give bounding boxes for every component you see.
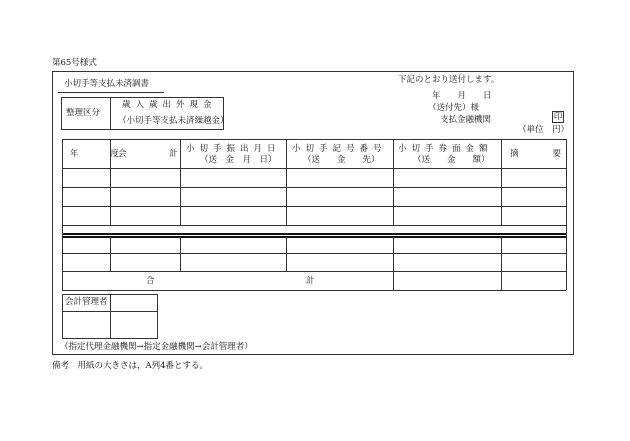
col-rule bbox=[501, 237, 502, 271]
row-rule bbox=[62, 225, 566, 226]
form-number: 第65号様式 bbox=[52, 58, 97, 68]
col-rule bbox=[286, 139, 287, 225]
manager-divider bbox=[110, 294, 111, 339]
total-label-left: 合 bbox=[146, 276, 155, 286]
sender-field[interactable]: 支払金融機関 bbox=[440, 115, 492, 125]
col-rule bbox=[393, 237, 394, 271]
date-field[interactable]: 年 月 日 bbox=[432, 91, 492, 101]
document-title: 小切手等支払未済調書 bbox=[64, 79, 150, 89]
col-rule bbox=[110, 139, 111, 225]
col-rule bbox=[501, 139, 502, 225]
seal-stamp: 印 bbox=[553, 112, 563, 122]
header-check-amount-sub: （送 金 額） bbox=[413, 155, 490, 165]
header-check-date: 小切手振出月日 bbox=[186, 144, 281, 154]
header-check-number: 小切手記号番号 bbox=[292, 144, 387, 154]
title-underline bbox=[58, 92, 164, 93]
table-bottom-rule bbox=[62, 290, 566, 291]
row-rule bbox=[62, 187, 566, 188]
col-rule bbox=[286, 237, 287, 271]
header-check-date-sub: （送 金 月 日） bbox=[200, 155, 277, 165]
total-label-right: 計 bbox=[306, 276, 315, 286]
classification-value-sub: （小切手等支払未済繰越金） bbox=[118, 116, 229, 126]
header-bottom-rule bbox=[62, 168, 566, 169]
col-rule bbox=[180, 139, 181, 225]
header-remarks: 摘 要 bbox=[510, 149, 562, 159]
separator-rule bbox=[62, 233, 566, 235]
classification-label: 整理区分 bbox=[66, 108, 101, 118]
classification-divider bbox=[110, 97, 111, 130]
classification-value-main: 歳入歳出外現金 bbox=[122, 100, 217, 110]
header-check-amount: 小切手券面金額 bbox=[398, 144, 493, 154]
row-rule bbox=[62, 253, 566, 254]
col-rule bbox=[393, 139, 394, 225]
manager-label: 会計管理者 bbox=[65, 297, 108, 307]
remarks-note: 備考 用紙の大きさは，A列4番とする。 bbox=[52, 361, 209, 371]
col-rule bbox=[393, 271, 394, 290]
col-rule bbox=[110, 237, 111, 271]
col-rule bbox=[180, 237, 181, 271]
row-rule bbox=[62, 206, 566, 207]
separator-rule bbox=[62, 236, 566, 238]
routing-note: （指定代理金融機関→指定金融機関→会計管理者） bbox=[60, 342, 253, 352]
send-note: 下記のとおり送付します。 bbox=[398, 75, 500, 85]
table-left-rule bbox=[62, 139, 63, 290]
recipient-field[interactable]: （送付先）様 bbox=[428, 103, 480, 113]
header-check-number-sub: （送 金 先） bbox=[303, 155, 380, 165]
table-right-rule bbox=[566, 139, 567, 290]
row-rule bbox=[62, 271, 566, 272]
col-rule bbox=[501, 271, 502, 290]
unit-label: （単位 円） bbox=[518, 125, 570, 135]
table-top-rule bbox=[62, 139, 566, 140]
header-fiscal-year: 年 度 bbox=[70, 149, 125, 159]
header-account: 会 計 bbox=[118, 149, 178, 159]
